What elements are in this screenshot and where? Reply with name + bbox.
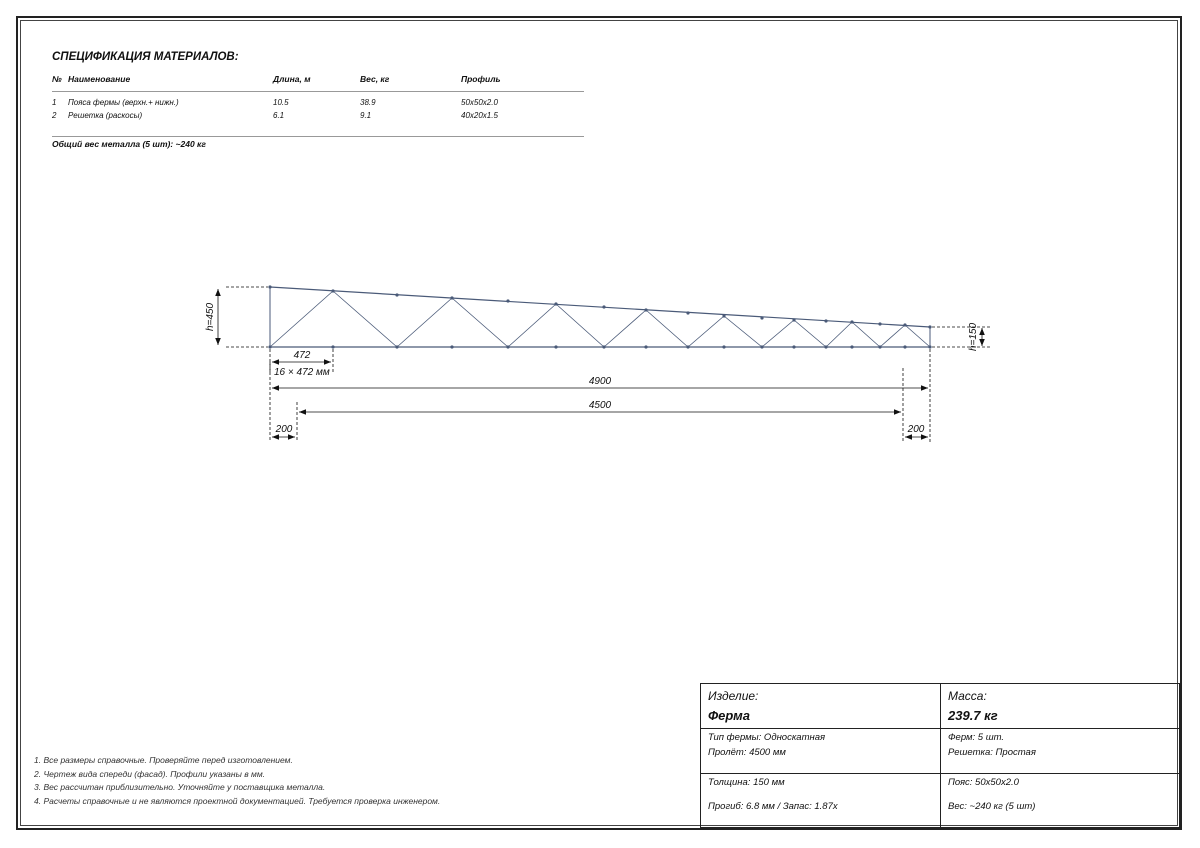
mass-label: Масса: [948,689,987,703]
spec-header-no: № [52,74,62,84]
truss-node [554,302,557,305]
mass-value: 239.7 кг [948,708,998,723]
truss-count: Ферм: 5 шт. [948,732,1005,743]
truss-node [395,293,398,296]
truss-type: Тип фермы: Односкатная [708,732,826,743]
truss-node [903,323,906,326]
spec-cell-no: 1 [52,98,57,107]
truss-node [928,325,931,328]
spec-header-profile: Профиль [461,74,501,84]
chord-profile: Пояс: 50x50x2.0 [948,777,1019,788]
dim-support-left-label: 200 [275,424,293,435]
truss-node [722,345,725,348]
spec-cell-profile: 40x20x1.5 [461,111,498,120]
deflection-value: Прогиб: 6.8 мм / Запас: 1.87x [708,801,838,812]
truss-node [331,289,334,292]
truss-node [760,345,763,348]
truss-node [792,345,795,348]
truss-node [268,345,271,348]
spec-cell-weight: 9.1 [360,111,372,120]
truss-node [450,345,453,348]
truss-node [878,345,881,348]
truss-node [686,345,689,348]
dim-height-left [218,287,268,347]
truss-node [602,345,605,348]
truss-node [686,311,689,314]
spec-cell-length: 10.5 [273,98,289,107]
note-line: 2. Чертеж вида спереди (фасад). Профили указаны в мм. [34,768,266,779]
truss-node [850,320,853,323]
truss-node [506,299,509,302]
dim-support-right-label: 200 [907,424,925,435]
spec-cell-no: 2 [52,111,57,120]
dim-total-label: 4900 [588,376,612,387]
dim-height-right [932,327,990,347]
dim-extension-lines [270,349,930,442]
spec-header-weight: Вес, кг [360,74,390,84]
truss-node [450,296,453,299]
spec-cell-weight: 38.9 [360,98,376,107]
title-block [700,683,1180,828]
spec-cell-profile: 50x50x2.0 [461,98,498,107]
truss-node [824,345,827,348]
spec-cell-name: Решетка (раскосы) [68,111,143,120]
truss-node [644,308,647,311]
dim-height-right-label: h=150 [968,322,979,352]
note-line: 3. Вес рассчитан приблизительно. Уточняйте у поставщика металла. [34,782,326,792]
truss-node [395,345,398,348]
truss-node [792,318,795,321]
spec-title: СПЕЦИФИКАЦИЯ МАТЕРИАЛОВ: [52,51,239,63]
note-line: 1. Все размеры справочные. Проверяйте перед изготовлением. [34,755,293,765]
product-value: Ферма [708,708,750,723]
spec-header-length: Длина, м [273,74,311,84]
thickness-value: Толщина: 150 мм [708,777,785,788]
truss [270,287,930,347]
title-block-divider [701,728,1181,729]
span-value: Пролёт: 4500 мм [708,747,786,758]
note-line: 4. Расчеты справочные и не являются проектной документацией. Требуется проверка инженером. [34,795,441,806]
dim-height-left-label: h=450 [205,302,216,332]
drawing-notes [34,754,440,808]
spec-header-name: Наименование [68,74,131,84]
spec-cell-name: Пояса фермы (верхн.+ нижн.) [68,98,179,107]
web-type: Решетка: Простая [948,747,1036,758]
truss-node [903,345,906,348]
title-block-divider [701,773,1181,774]
product-label: Изделие: [708,689,759,703]
truss-node [850,345,853,348]
web-diagonals [270,291,930,347]
dim-panels-label: 16 × 472 мм [274,367,330,378]
truss-nodes [268,285,931,348]
truss-node [722,314,725,317]
truss-node [878,322,881,325]
total-weight: Вес: ~240 кг (5 шт) [948,801,1036,812]
truss-node [928,345,931,348]
truss-node [506,345,509,348]
spec-total-weight: Общий вес металла (5 шт): ~240 кг [52,139,206,149]
truss-node [644,345,647,348]
truss-node [268,285,271,288]
truss-node [602,305,605,308]
dim-span-label: 4500 [588,400,612,411]
truss-node [760,316,763,319]
truss-node [554,345,557,348]
top-chord [270,287,930,327]
truss-node [824,319,827,322]
truss-node [331,345,334,348]
spec-cell-length: 6.1 [273,111,285,120]
title-block-divider [940,684,941,829]
dim-panel-label: 472 [293,350,311,361]
